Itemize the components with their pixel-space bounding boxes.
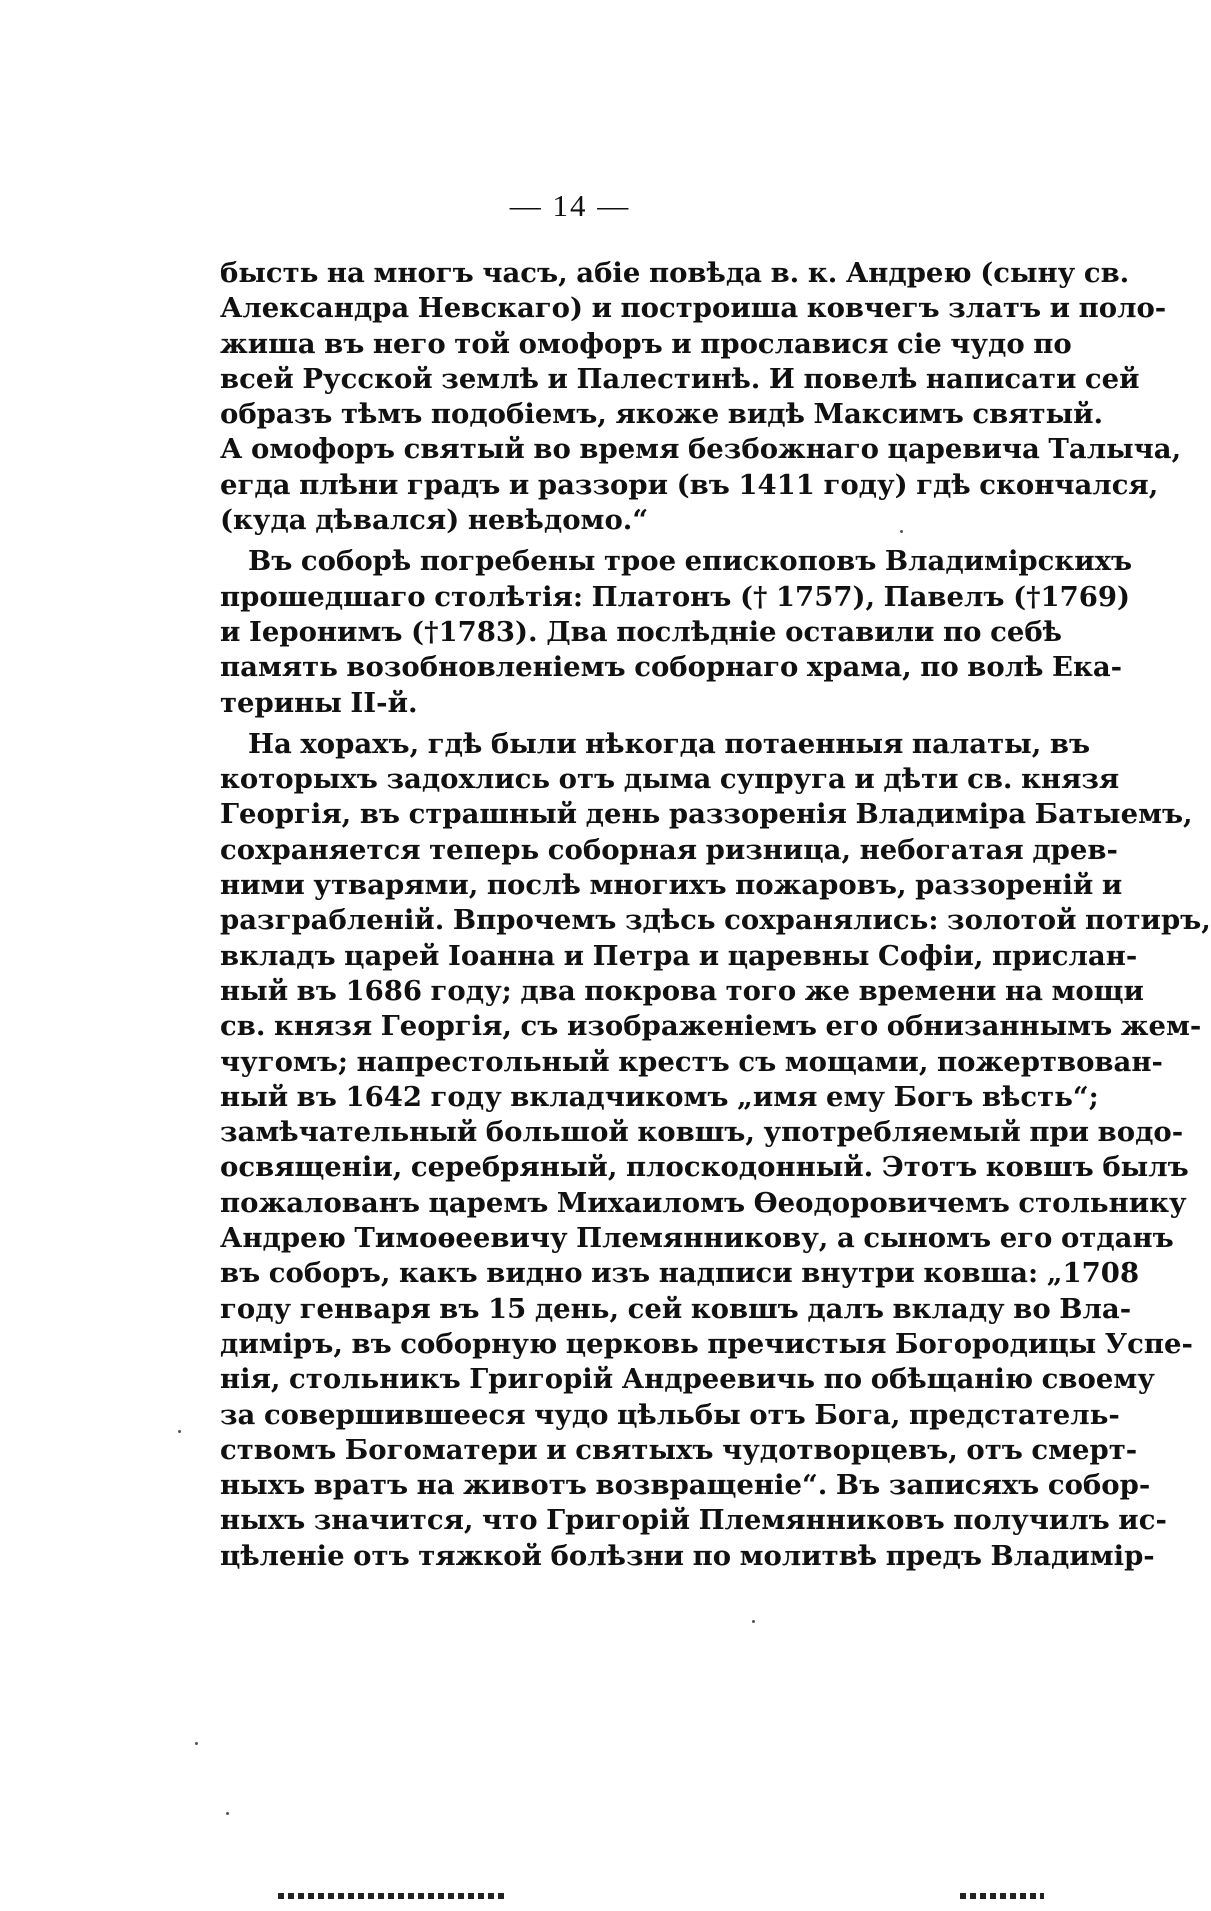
text-line: году генваря въ 15 день, сей ковшъ далъ вкладу во Вла- — [220, 1292, 1132, 1325]
scan-speck — [226, 1812, 229, 1815]
text-line: терины II-й. — [220, 686, 418, 719]
text-line: св. князя Георгія, съ изображеніемъ его обнизаннымъ жем- — [220, 1010, 1202, 1043]
scan-speck — [752, 1620, 755, 1623]
text-line: замѣчательный большой ковшъ, употребляемый при водо- — [220, 1116, 1184, 1149]
text-line: На хорахъ, гдѣ были нѣкогда потаенныя палаты, въ — [248, 727, 1091, 760]
text-line: ный въ 1686 году; два покрова того же времени на мощи — [220, 974, 1144, 1007]
text-line: образъ тѣмъ подобіемъ, якоже видѣ Максимъ святый. — [220, 398, 1104, 431]
text-line: Андрею Тимоѳеевичу Племянникову, а сыномъ его отданъ — [220, 1222, 1174, 1255]
text-line: за совершившееся чудо цѣльбы отъ Бога, предстатель- — [220, 1398, 1120, 1431]
text-line: память возобновленіемъ соборнаго храма, по волѣ Ека- — [220, 651, 1123, 684]
text-line: освященіи, серебряный, плоскодонный. Этотъ ковшъ былъ — [220, 1151, 1189, 1184]
paragraph-3 — [220, 727, 1211, 1574]
text-line: нія, стольникъ Григорій Андреевичь по обѣщанію своему — [220, 1363, 1155, 1396]
text-line: А омофоръ святый во время безбожнаго царевича Талыча, — [220, 433, 1182, 466]
text-line: жиша въ него той омофоръ и прославися сіе чудо по — [220, 327, 1072, 360]
scan-speck — [900, 530, 903, 533]
scan-speck — [178, 1430, 181, 1433]
text-line: диміръ, въ соборную церковь пречистыя Богородицы Успе- — [220, 1327, 1193, 1360]
text-line: сохраняется теперь соборная ризница, небогатая древ- — [220, 833, 1118, 866]
text-line: прошедшаго столѣтія: Платонъ († 1757), Павелъ (†1769) — [220, 580, 1131, 613]
bottom-edge-artifact — [960, 1893, 1044, 1899]
page-number: — 14 — — [509, 188, 631, 223]
text-line: пожалованъ царемъ Михаиломъ Ѳеодоровичемъ стольнику — [220, 1186, 1187, 1219]
paragraph-2 — [220, 544, 1133, 720]
text-line: егда плѣни градъ и раззори (въ 1411 году) гдѣ скончался, — [220, 468, 1159, 501]
text-line: Георгія, въ страшный день раззоренія Владиміра Батыемъ, — [220, 798, 1193, 831]
text-line: и Іеронимъ (†1783). Два послѣдніе оставили по себѣ — [220, 615, 1062, 648]
text-line: ныхъ значится, что Григорій Племянниковъ получилъ ис- — [220, 1504, 1167, 1537]
text-line: вкладъ царей Іоанна и Петра и царевны Софіи, прислан- — [220, 939, 1138, 972]
paragraph-1 — [220, 256, 1182, 538]
text-line: которыхъ задохлись отъ дыма супруга и дѣти св. князя — [220, 763, 1120, 796]
text-line: Александра Невскаго) и построиша ковчегъ златъ и поло- — [220, 292, 1167, 325]
text-line: бысть на многъ часъ, абіе повѣда в. к. Андрею (сыну св. — [220, 257, 1130, 289]
text-line: въ соборъ, какъ видно изъ надписи внутри ковша: „1708 — [220, 1257, 1140, 1290]
bottom-edge-artifact — [278, 1893, 508, 1899]
text-line: цѣленіе отъ тяжкой болѣзни по молитвѣ предъ Владимір- — [220, 1539, 1155, 1572]
text-line: (куда дѣвался) невѣдомо.“ — [220, 504, 649, 537]
text-line: всей Русской землѣ и Палестинѣ. И повелѣ написати сей — [220, 362, 1140, 395]
text-line: чугомъ; напрестольный крестъ съ мощами, пожертвован- — [220, 1045, 1163, 1078]
text-line: ный въ 1642 году вкладчикомъ „имя ему Богъ вѣсть“; — [220, 1080, 1099, 1113]
text-line: разграбленій. Впрочемъ здѣсь сохранялись: золотой потиръ, — [220, 904, 1211, 937]
text-line: ствомъ Богоматери и святыхъ чудотворцевъ, отъ смерт- — [220, 1433, 1138, 1466]
text-line: ныхъ вратъ на животъ возвращеніе“. Въ записяхъ собор- — [220, 1469, 1151, 1502]
body-text — [220, 256, 1211, 1580]
text-line: ними утварями, послѣ многихъ пожаровъ, раззореній и — [220, 869, 1123, 902]
text-line: Въ соборѣ погребены трое епископовъ Владимірскихъ — [248, 545, 1133, 578]
scan-speck — [195, 1742, 198, 1745]
